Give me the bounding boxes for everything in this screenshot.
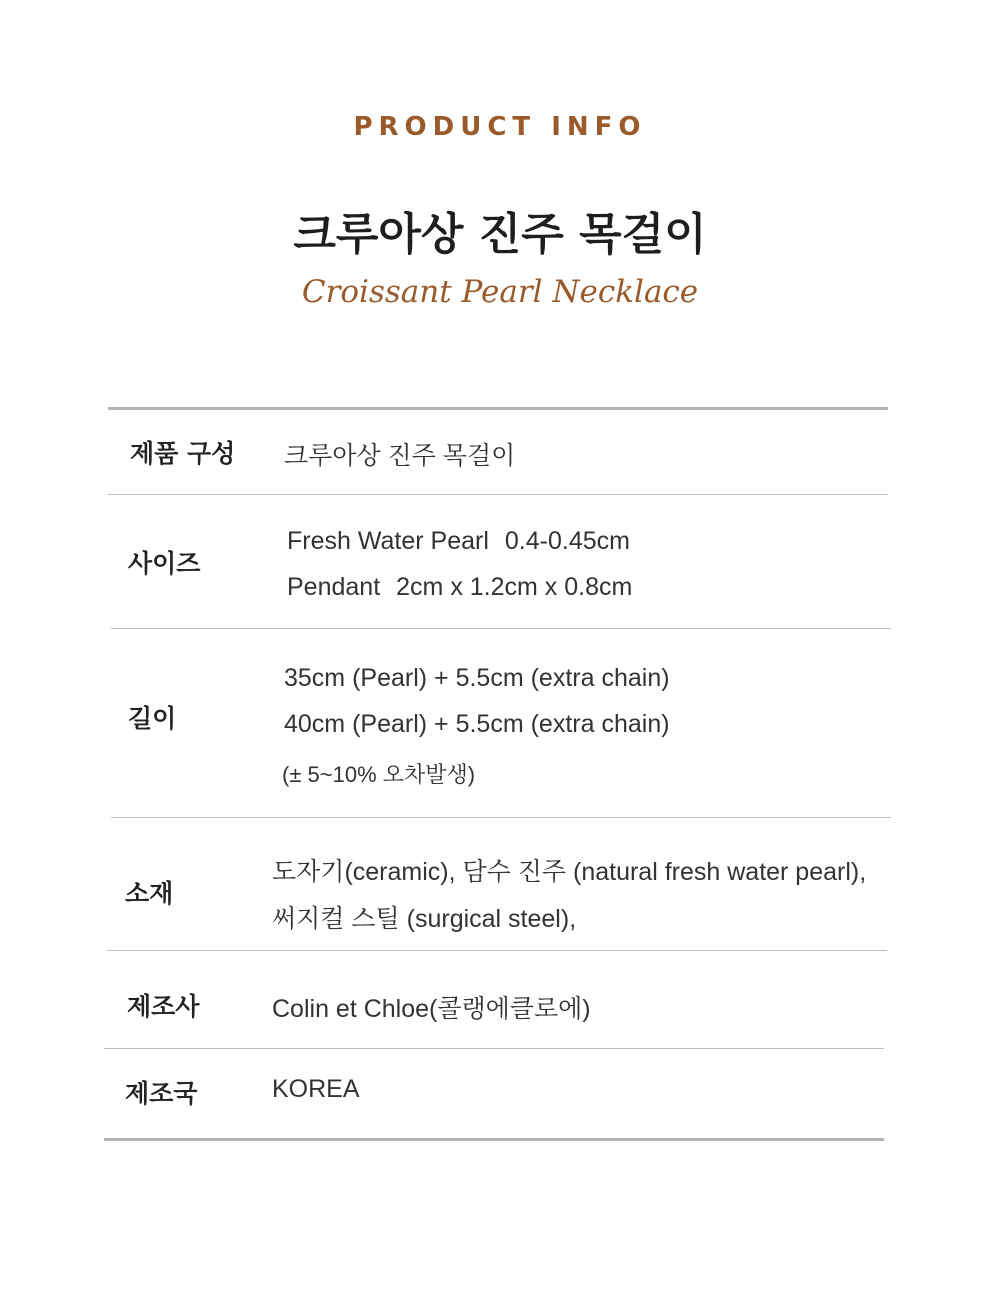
size-pearl-value: 0.4-0.45cm (504, 527, 630, 555)
row-divider (107, 950, 887, 951)
row-value-length-40: 40cm (Pearl) + 5.5cm (extra chain) (284, 710, 670, 738)
size-pearl-name: Fresh Water Pearl (287, 527, 489, 555)
row-value-manufacturer: Colin et Chloe(콜랭에클로에) (272, 995, 591, 1023)
row-divider (104, 1048, 884, 1049)
row-value-size-pearl (287, 527, 630, 556)
row-value-length-tolerance: (± 5~10% 오차발생) (282, 762, 476, 787)
product-title: 크루아상 진주 목걸이 (293, 209, 707, 260)
row-value-composition: 크루아상 진주 목걸이 (284, 442, 516, 470)
row-label-composition: 제품 구성 (130, 439, 236, 468)
table-top-rule (108, 407, 888, 410)
size-pendant-value: 2cm x 1.2cm x 0.8cm (396, 573, 633, 601)
row-value-length-35: 35cm (Pearl) + 5.5cm (extra chain) (284, 664, 670, 692)
row-divider (111, 628, 891, 629)
row-label-length: 길이 (128, 704, 177, 733)
size-pendant-name: Pendant (287, 573, 381, 601)
product-info-eyebrow: PRODUCT INFO (353, 112, 647, 142)
row-label-manufacturer: 제조사 (127, 992, 200, 1021)
row-value-material-1: 도자기(ceramic), 담수 진주 (natural fresh water pearl), (272, 858, 867, 886)
row-label-origin: 제조국 (125, 1079, 198, 1108)
row-divider (111, 817, 891, 818)
row-divider (108, 494, 888, 495)
row-label-material: 소재 (125, 879, 174, 908)
table-bottom-rule (104, 1138, 884, 1141)
row-value-material-2: 써지컬 스틸 (surgical steel), (272, 905, 577, 933)
row-value-size-pendant (287, 573, 632, 602)
product-subtitle: Croissant Pearl Necklace (301, 274, 699, 310)
row-value-origin: KOREA (272, 1075, 360, 1103)
row-label-size: 사이즈 (128, 549, 201, 578)
